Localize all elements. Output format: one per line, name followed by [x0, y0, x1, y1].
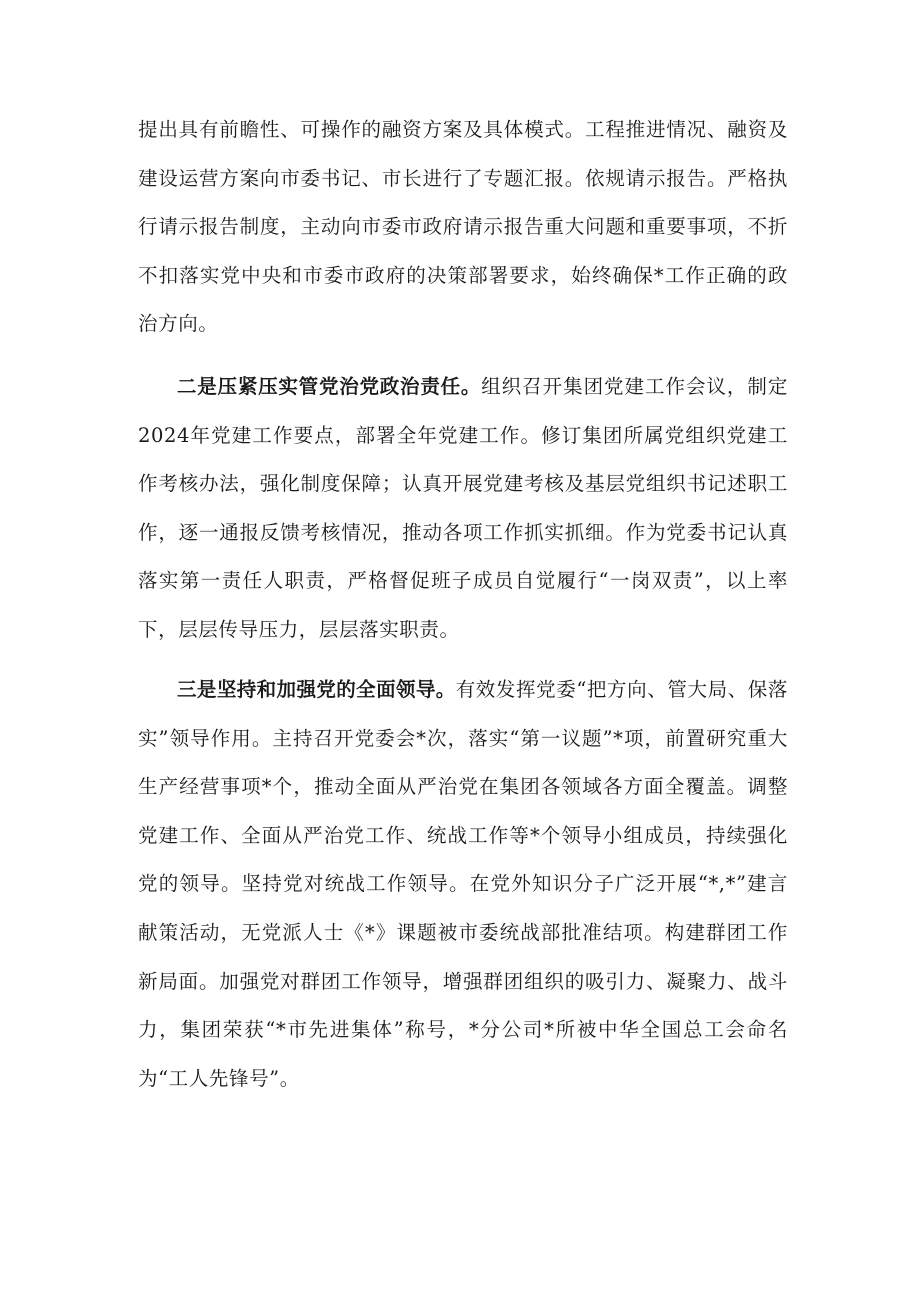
paragraph-text [138, 666, 788, 1103]
paragraph-heading: 三是坚持和加强党的全面领导。 [177, 678, 456, 701]
paragraph-party-responsibility [138, 363, 788, 655]
paragraph-heading: 二是压紧压实管党治党政治责任。 [177, 375, 482, 398]
paragraph-continuation [138, 106, 788, 349]
paragraph-body: 提出具有前瞻性、可操作的融资方案及具体模式。工程推进情况、融资及建设运营方案向市委书记、市长进行了专题汇报。依规请示报告。严格执行请示报告制度，主动向市委市政府请示报告重大问题和重要事项，不折不扣落实党中央和市委市政府的决策部署要求，始终确保*工作正确的政治方向。 [138, 118, 788, 336]
paragraph-body: 组织召开集团党建工作会议，制定2024年党建工作要点，部署全年党建工作。修订集团所属党组织党建工作考核办法，强化制度保障；认真开展党建考核及基层党组织书记述职工作，逐一通报反馈考核情况，推动各项工作抓实抓细。作为党委书记认真落实第一责任人职责，严格督促班子成员自觉履行“一岗双责”，以上率下，层层传导压力，层层落实职责。 [138, 375, 788, 641]
paragraph-text [138, 363, 788, 655]
paragraph-body: 有效发挥党委“把方向、管大局、保落实”领导作用。主持召开党委会*次，落实“第一议题”*项，前置研究重大生产经营事项*个，推动全面从严治党在集团各领域各方面全覆盖。调整党建工作、全面从严治党工作、统战工作等*个领导小组成员，持续强化党的领导。坚持党对统战工作领导。在党外知识分子广泛开展“*,*”建言献策活动，无党派人士《*》课题被市委统战部批准结项。构建群团工作新局面。加强党对群团工作领导，增强群团组织的吸引力、凝聚力、战斗力，集团荣获“*市先进集体”称号，*分公司*所被中华全国总工会命名为“工人先锋号”。 [138, 678, 788, 1090]
paragraph-party-leadership [138, 666, 788, 1103]
